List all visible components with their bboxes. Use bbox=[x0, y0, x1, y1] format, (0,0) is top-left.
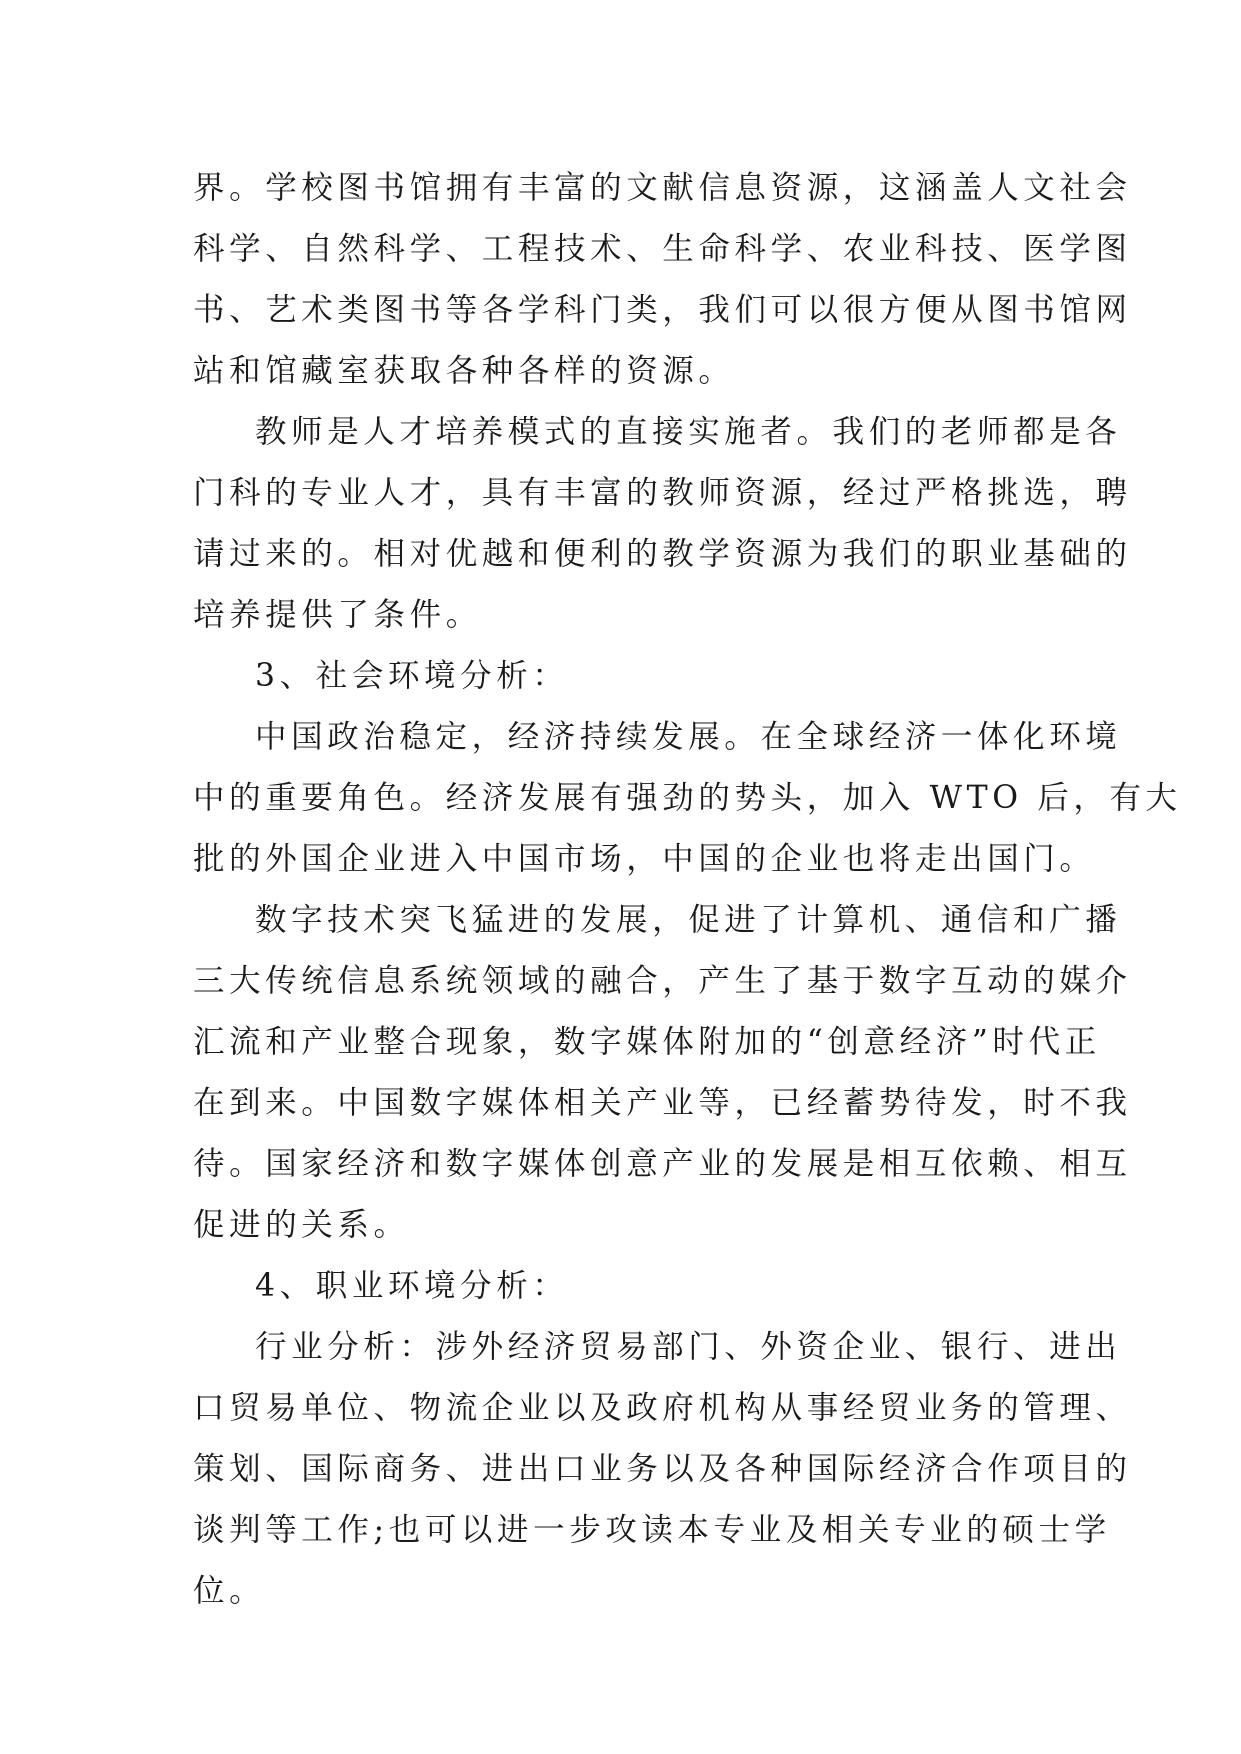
text-line: 策划、国际商务、进出口业务以及各种国际经济合作项目的 bbox=[193, 1451, 1132, 1487]
text-line: 口贸易单位、物流企业以及政府机构从事经贸业务的管理、 bbox=[193, 1390, 1132, 1426]
text-line: 待。国家经济和数字媒体创意产业的发展是相互依赖、相互 bbox=[193, 1146, 1132, 1182]
paragraph-start-line: 教师是人才培养模式的直接实施者。我们的老师都是各 bbox=[255, 414, 1122, 450]
text-line: 三大传统信息系统领域的融合，产生了基于数字互动的媒介 bbox=[193, 963, 1132, 999]
paragraph-start-line: 行业分析：涉外经济贸易部门、外资企业、银行、进出 bbox=[255, 1329, 1122, 1365]
text-line: 促进的关系。 bbox=[193, 1207, 410, 1243]
text-line: 请过来的。相对优越和便利的教学资源为我们的职业基础的 bbox=[193, 536, 1132, 572]
text-line: 站和馆藏室获取各种各样的资源。 bbox=[193, 353, 735, 389]
text-line: 批的外国企业进入中国市场，中国的企业也将走出国门。 bbox=[193, 841, 1096, 877]
paragraph-start-line: 数字技术突飞猛进的发展，促进了计算机、通信和广播 bbox=[255, 902, 1122, 938]
text-line: 位。 bbox=[193, 1573, 266, 1609]
section-heading-social: 3、社会环境分析： bbox=[255, 658, 569, 694]
text-line: 汇流和产业整合现象，数字媒体附加的“创意经济”时代正 bbox=[193, 1024, 1101, 1060]
text-line: 在到来。中国数字媒体相关产业等，已经蓄势待发，时不我 bbox=[193, 1085, 1132, 1121]
section-heading-career: 4、职业环境分析： bbox=[255, 1268, 569, 1304]
document-body bbox=[193, 158, 1182, 1622]
text-line: 界。学校图书馆拥有丰富的文献信息资源，这涵盖人文社会 bbox=[193, 170, 1132, 206]
text-line: 门科的专业人才，具有丰富的教师资源，经过严格挑选，聘 bbox=[193, 475, 1132, 511]
text-line: 谈判等工作;也可以进一步攻读本专业及相关专业的硕士学 bbox=[193, 1512, 1111, 1548]
text-line: 书、艺术类图书等各学科门类，我们可以很方便从图书馆网 bbox=[193, 292, 1132, 328]
text-line: 培养提供了条件。 bbox=[193, 597, 482, 633]
text-line: 科学、自然科学、工程技术、生命科学、农业科技、医学图 bbox=[193, 231, 1132, 267]
text-line: 中的重要角色。经济发展有强劲的势头，加入 WTO 后，有大 bbox=[193, 780, 1182, 816]
paragraph-start-line: 中国政治稳定，经济持续发展。在全球经济一体化环境 bbox=[255, 719, 1122, 755]
